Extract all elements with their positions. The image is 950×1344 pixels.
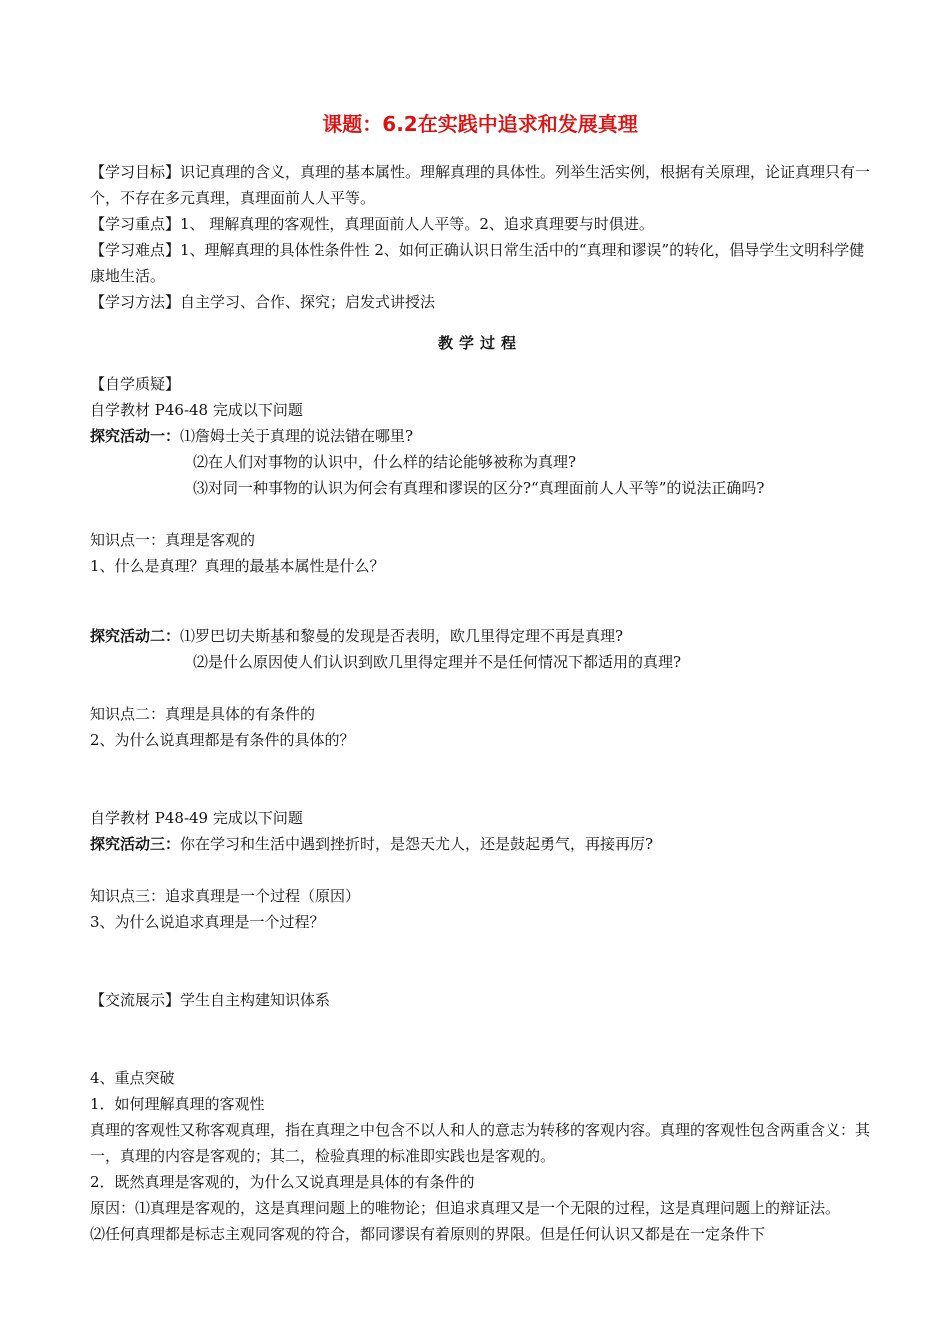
document-page [90,108,870,1247]
activity-2-question-2: ⑵是什么原因使人们认识到欧几里得定理并不是任何情况下都适用的真理? [193,653,682,671]
breakthrough-1-title: 1．如何理解真理的客观性 [90,1095,265,1113]
activity-1-q1-text: ⑴詹姆士关于真理的说法错在哪里? [180,427,414,445]
spacer [90,753,870,805]
breakthrough-2-body-2: ⑵任何真理都是标志主观同客观的符合，都同谬误有着原则的界限。但是任何认识又都是在一定条件下 [90,1225,766,1243]
learning-key-points: 【学习重点】1、 理解真理的客观性，真理面前人人平等。2、追求真理要与时俱进。 [90,215,654,233]
question-3: 3、为什么说追求真理是一个过程？ [90,913,325,931]
knowledge-point-3: 知识点三：追求真理是一个过程（原因） [90,887,361,905]
spacer [90,501,870,527]
breakthrough-2-title: 2．既然真理是客观的，为什么又说真理是具体的有条件的 [90,1173,475,1191]
knowledge-point-1: 知识点一：真理是客观的 [90,531,256,549]
spacer [90,675,870,701]
learning-objectives: 【学习目标】识记真理的含义，真理的基本属性。理解真理的具体性。列举生活实例，根据有关原理，论证真理只有一个，不存在多元真理，真理面前人人平等。 [90,163,871,207]
teaching-process-heading: 教学过程 [437,334,522,352]
key-breakthrough-heading: 4、重点突破 [90,1069,175,1087]
spacer [90,857,870,883]
self-study-heading: 【自学质疑】 [90,375,181,393]
breakthrough-1-body: 真理的客观性又称客观真理，指在真理之中包含不以人和人的意志为转移的客观内容。真理的客观性包含两重含义：其一，真理的内容是客观的；其二，检验真理的标准即实践也是客观的。 [90,1121,871,1165]
question-2: 2、为什么说真理都是有条件的具体的？ [90,731,355,749]
learning-methods: 【学习方法】自主学习、合作、探究；启发式讲授法 [90,293,436,311]
activity-2-question-1 [90,623,870,649]
self-study-instruction-2: 自学教材 P48-49 完成以下问题 [90,809,303,827]
activity-1-question-2: ⑵在人们对事物的认识中，什么样的结论能够被称为真理? [193,453,577,471]
activity-1-question-1 [90,423,870,449]
exchange-display: 【交流展示】学生自主构建知识体系 [90,991,331,1009]
activity-3-label: 探究活动三： [90,835,181,853]
question-1: 1、什么是真理？真理的最基本属性是什么？ [90,557,385,575]
spacer [90,1013,870,1065]
activity-2-label: 探究活动二： [90,627,181,645]
spacer [90,935,870,987]
activity-3-question [90,831,870,857]
activity-1-question-3: ⑶对同一种事物的认识为何会有真理和谬误的区分?“真理面前人人平等”的说法正确吗? [193,479,765,497]
spacer [90,579,870,623]
learning-difficulties: 【学习难点】1、理解真理的具体性条件性 2、如何正确认识日常生活中的“真理和谬误”的转化，倡导学生文明科学健康地生活。 [90,241,865,285]
self-study-instruction-1: 自学教材 P46-48 完成以下问题 [90,401,303,419]
breakthrough-2-body-1: 原因：⑴真理是客观的，这是真理问题上的唯物论；但追求真理又是一个无限的过程，这是真理问题上的辩证法。 [90,1199,841,1217]
activity-3-q-text: 你在学习和生活中遇到挫折时，是怨天尤人，还是鼓起勇气，再接再厉? [180,835,654,853]
knowledge-point-2: 知识点二：真理是具体的有条件的 [90,705,316,723]
activity-2-q1-text: ⑴罗巴切夫斯基和黎曼的发现是否表明，欧几里得定理不再是真理? [180,627,624,645]
document-title: 课题：6.2在实践中追求和发展真理 [322,112,638,136]
activity-1-label: 探究活动一： [90,427,181,445]
